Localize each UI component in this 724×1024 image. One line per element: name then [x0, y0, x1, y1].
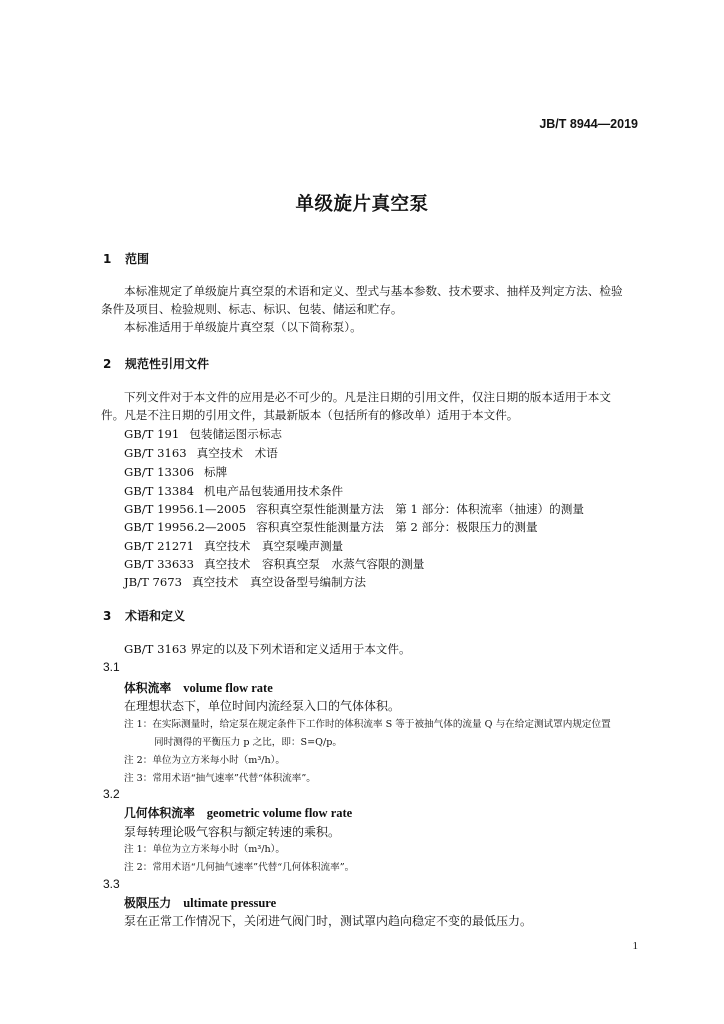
section-3-title: 术语和定义 [125, 609, 186, 623]
term-note: 同时测得的平衡压力 p 之比，即：S=Q/p。 [154, 737, 342, 748]
reference-item [124, 518, 538, 536]
section-1-para-2: 本标准适用于单级旋片真空泵（以下简称泵）。 [124, 320, 362, 334]
section-1-number: 1 [103, 252, 112, 266]
reference-item [124, 573, 366, 591]
term-note: 注 2：常用术语“几何抽气速率”代替“几何体积流率”。 [124, 862, 355, 873]
page-number: 1 [632, 940, 638, 952]
term-number: 3.2 [103, 787, 120, 801]
term-definition: 泵在正常工作情况下，关闭进气阀门时，测试罩内趋向稳定不变的最低压力。 [124, 914, 533, 928]
document-title: 单级旋片真空泵 [295, 194, 429, 215]
reference-name: 真空技术 真空泵噪声测量 [204, 539, 344, 553]
term-definition: 在理想状态下，单位时间内流经泵入口的气体体积。 [124, 699, 401, 713]
term-definition: 泵每转理论吸气容积与额定转速的乘积。 [124, 825, 341, 839]
reference-code: GB/T 3163 [124, 446, 187, 460]
term-en: ultimate pressure [183, 896, 277, 910]
term-zh: 几何体积流率 [124, 806, 195, 820]
reference-code: GB/T 191 [124, 427, 180, 441]
term-heading [124, 679, 273, 696]
reference-code: GB/T 21271 [124, 539, 194, 553]
term-note: 注 3：常用术语“抽气速率”代替“体积流率”。 [124, 773, 316, 784]
term-en: volume flow rate [183, 681, 273, 695]
section-2-intro-line-1: 下列文件对于本文件的应用是必不可少的。凡是注日期的引用文件，仅注日期的版本适用于本文 [124, 390, 611, 404]
reference-code: GB/T 19956.1—2005 [124, 502, 247, 516]
term-number: 3.3 [103, 877, 120, 891]
reference-code: GB/T 19956.2—2005 [124, 520, 247, 534]
reference-name: 真空技术 容积真空泵 水蒸气容限的测量 [204, 557, 425, 571]
reference-name: 容积真空泵性能测量方法 第 2 部分：极限压力的测量 [256, 520, 538, 534]
reference-item [124, 482, 343, 500]
reference-item [124, 425, 282, 443]
section-1-heading [103, 250, 149, 267]
term-zh: 体积流率 [124, 681, 172, 695]
section-2-heading [103, 355, 209, 372]
reference-name: 真空技术 真空设备型号编制方法 [192, 575, 366, 589]
section-1-para-1-line-2: 条件及项目、检验规则、标志、标识、包装、储运和贮存。 [101, 302, 403, 316]
reference-code: GB/T 33633 [124, 557, 194, 571]
reference-name: 机电产品包装通用技术条件 [204, 484, 344, 498]
term-note: 注 2：单位为立方米每小时（m³/h）。 [124, 755, 286, 766]
term-heading [124, 894, 276, 911]
term-en: geometric volume flow rate [206, 806, 353, 820]
reference-item [124, 444, 278, 462]
reference-name: 包装储运图示标志 [189, 427, 283, 441]
standard-code: JB/T 8944—2019 [539, 117, 638, 131]
section-2-number: 2 [103, 357, 112, 371]
reference-code: JB/T 7673 [124, 575, 182, 589]
section-3-heading [103, 607, 185, 624]
reference-item [124, 500, 584, 518]
reference-code: GB/T 13384 [124, 484, 194, 498]
term-number: 3.1 [103, 660, 120, 674]
term-heading [124, 804, 352, 821]
term-zh: 极限压力 [124, 896, 172, 910]
reference-code: GB/T 13306 [124, 465, 194, 479]
section-1-title: 范围 [125, 252, 150, 266]
section-2-title: 规范性引用文件 [125, 357, 210, 371]
section-2-intro-line-2: 件。凡是不注日期的引用文件，其最新版本（包括所有的修改单）适用于本文件。 [101, 408, 519, 422]
reference-item [124, 463, 227, 481]
reference-name: 标牌 [204, 465, 228, 479]
reference-name: 真空技术 术语 [196, 446, 278, 460]
term-note: 注 1：单位为立方米每小时（m³/h）。 [124, 844, 286, 855]
reference-name: 容积真空泵性能测量方法 第 1 部分：体积流率（抽速）的测量 [256, 502, 584, 516]
reference-item [124, 555, 424, 573]
reference-item [124, 537, 343, 555]
term-note: 注 1：在实际测量时，给定泵在规定条件下工作时的体积流率 S 等于被抽气体的流量 Q 与在给定测试罩内规定位置 [124, 719, 611, 730]
section-3-intro: GB/T 3163 界定的以及下列术语和定义适用于本文件。 [124, 642, 411, 656]
section-1-para-1-line-1: 本标准规定了单级旋片真空泵的术语和定义、型式与基本参数、技术要求、抽样及判定方法、检验 [124, 284, 623, 298]
section-3-number: 3 [103, 609, 112, 623]
